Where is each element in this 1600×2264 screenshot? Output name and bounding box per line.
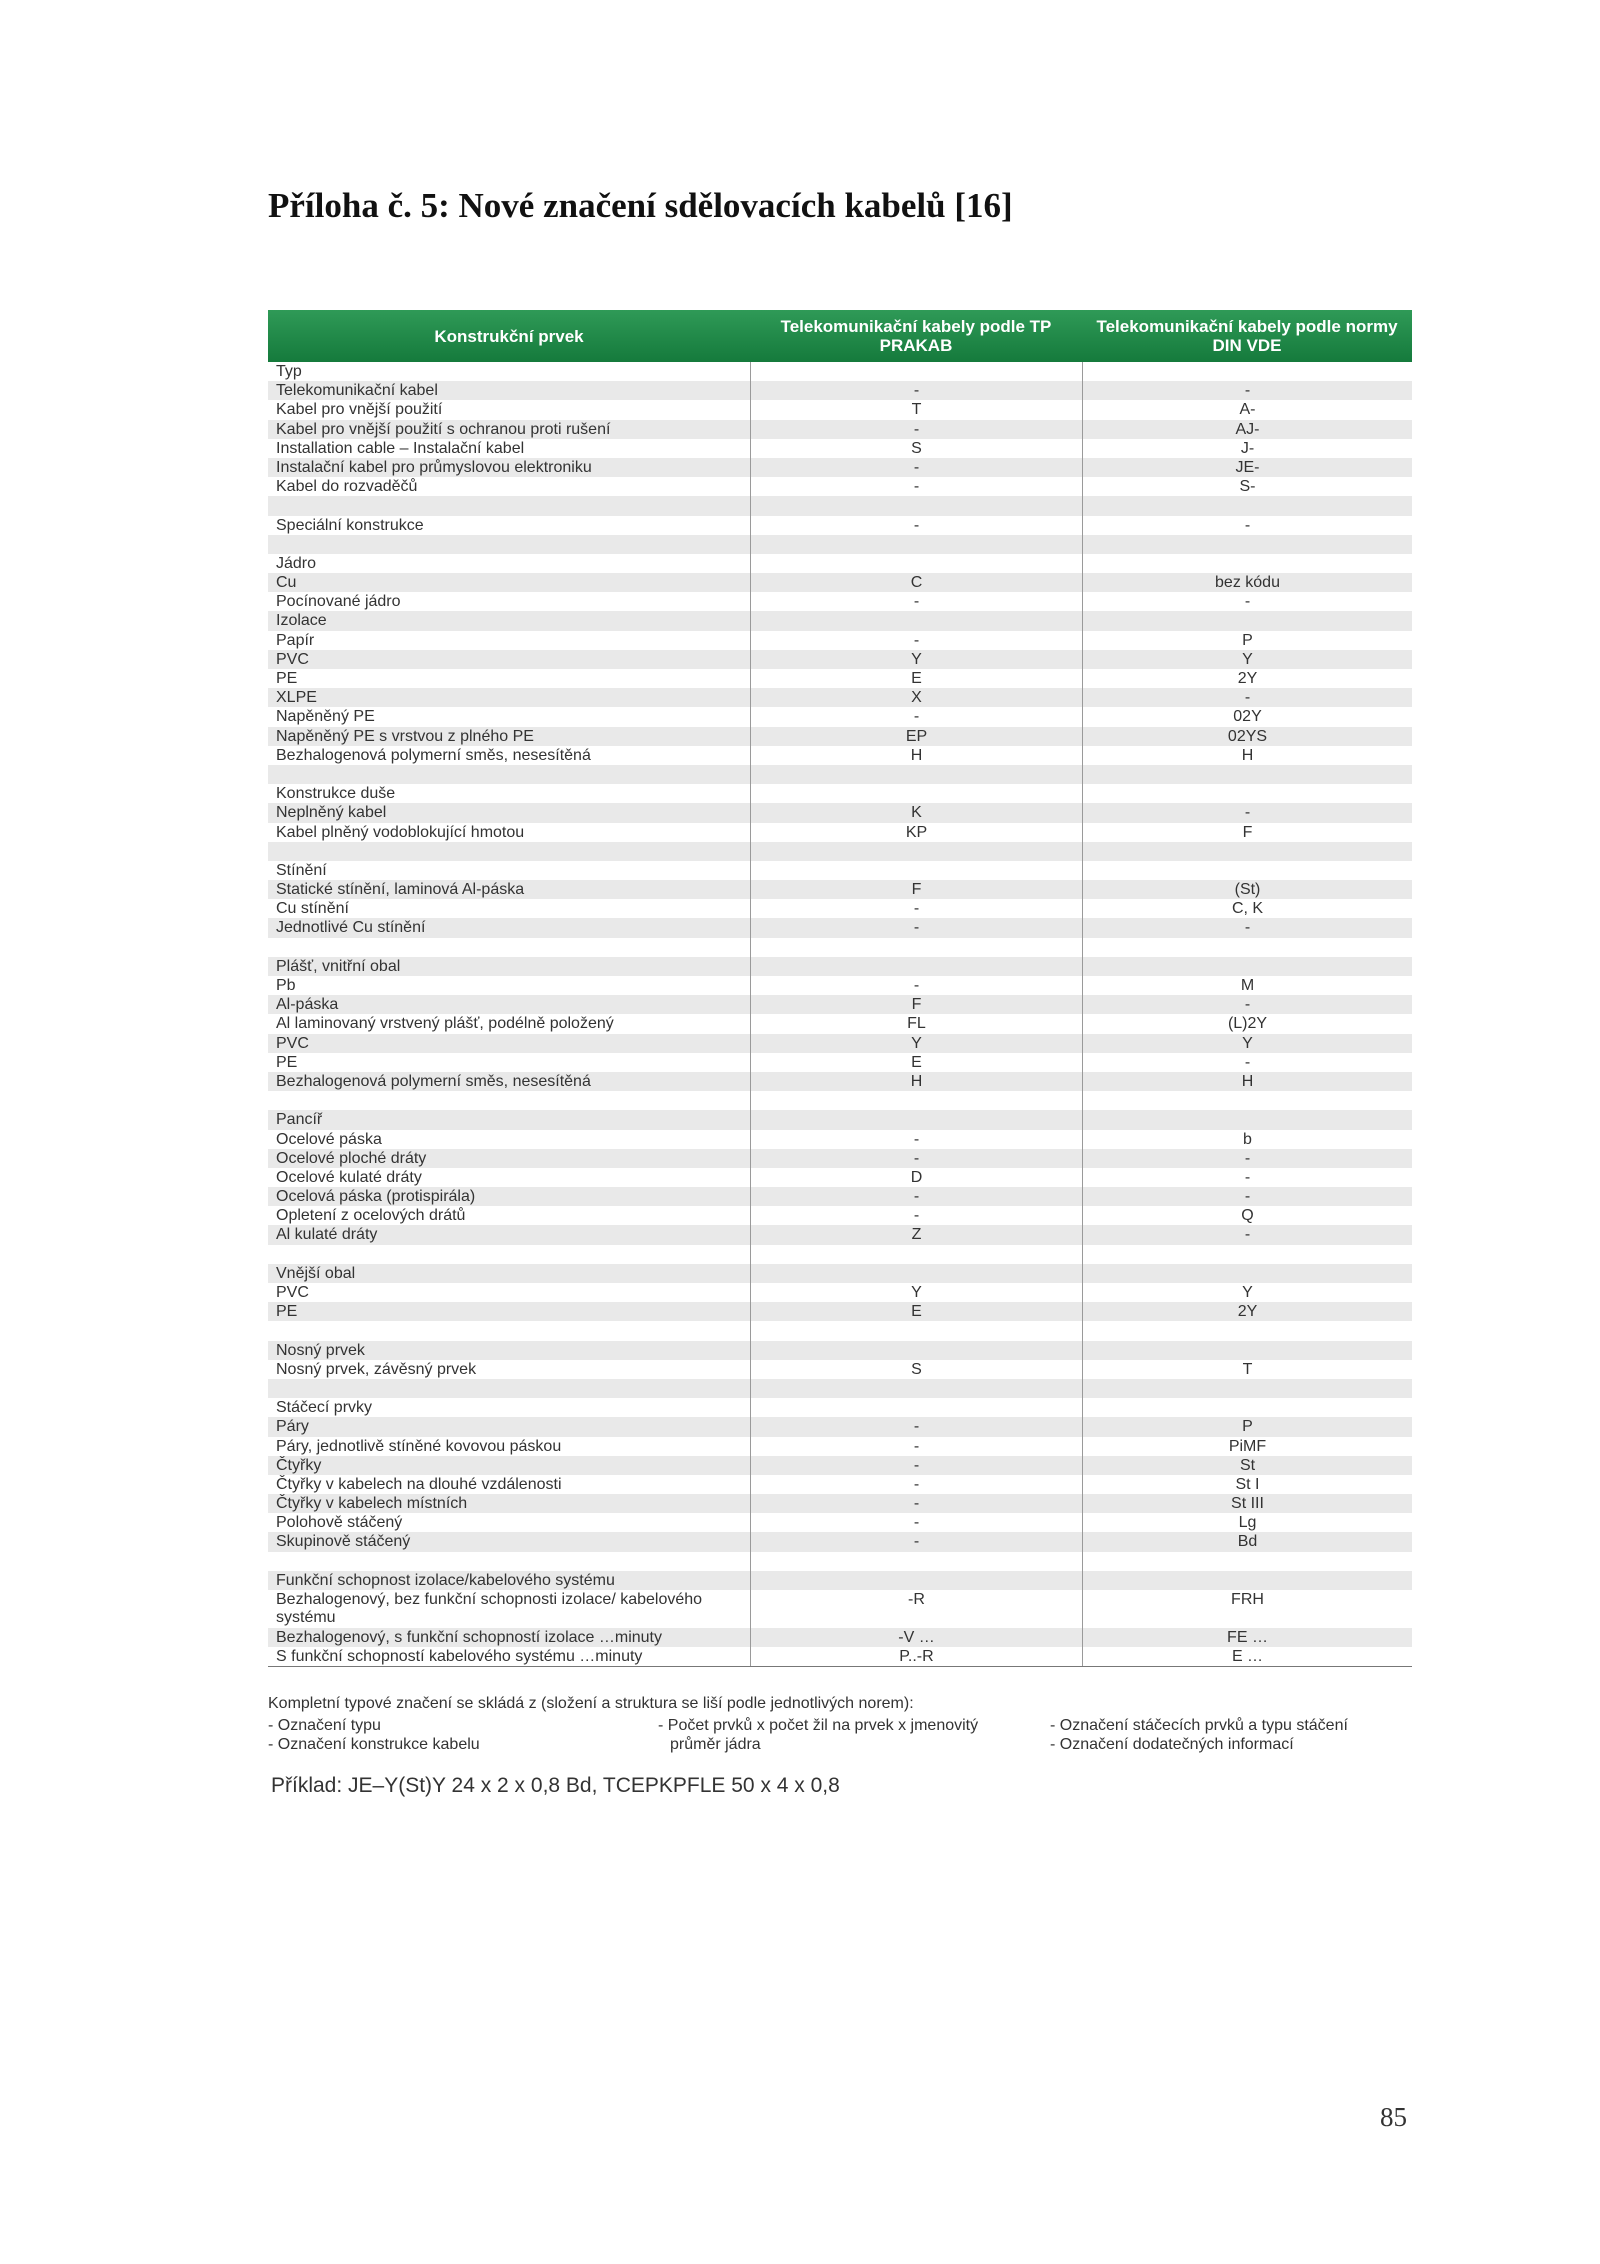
table-row <box>268 1456 1412 1475</box>
table-row <box>268 650 1412 669</box>
row-din-vde-code <box>1082 1321 1412 1340</box>
row-tp-prakab-code: - <box>750 458 1082 477</box>
row-din-vde-code: - <box>1082 1149 1412 1168</box>
row-tp-prakab-code: Z <box>750 1225 1082 1244</box>
row-label: Nosný prvek, závěsný prvek <box>276 1360 477 1378</box>
row-label: Kabel plněný vodoblokující hmotou <box>276 823 525 841</box>
row-din-vde-code <box>1082 611 1412 630</box>
table-row <box>268 1590 1412 1628</box>
table-row <box>268 1283 1412 1302</box>
table-row <box>268 1034 1412 1053</box>
table-body <box>268 362 1412 1667</box>
row-label: Al laminovaný vrstvený plášť, podélně položený <box>276 1015 614 1033</box>
table-row <box>268 976 1412 995</box>
row-tp-prakab-code <box>750 861 1082 880</box>
row-tp-prakab-code <box>750 1321 1082 1340</box>
row-tp-prakab-code: -V … <box>750 1628 1082 1647</box>
row-din-vde-code <box>1082 1552 1412 1571</box>
row-din-vde-code: - <box>1082 688 1412 707</box>
row-label: PE <box>276 1053 298 1071</box>
row-label: Skupinově stáčený <box>276 1533 411 1551</box>
row-label <box>268 938 750 957</box>
table-row <box>268 1647 1412 1666</box>
table-row <box>268 420 1412 439</box>
row-tp-prakab-code: - <box>750 1437 1082 1456</box>
row-label: Čtyřky v kabelech na dlouhé vzdálenosti <box>276 1475 562 1493</box>
row-din-vde-code: - <box>1082 1168 1412 1187</box>
row-tp-prakab-code: - <box>750 1149 1082 1168</box>
row-din-vde-code: - <box>1082 592 1412 611</box>
row-din-vde-code <box>1082 1264 1412 1283</box>
table-row <box>268 400 1412 419</box>
row-label: Ocelové ploché dráty <box>276 1149 427 1167</box>
table-row <box>268 1053 1412 1072</box>
table-row <box>268 1628 1412 1647</box>
row-din-vde-code: S- <box>1082 477 1412 496</box>
table-row <box>268 669 1412 688</box>
table-row <box>268 765 1412 784</box>
row-din-vde-code: b <box>1082 1130 1412 1149</box>
row-din-vde-code: - <box>1082 1187 1412 1206</box>
row-label: Napěněný PE <box>276 708 375 726</box>
row-label: Páry, jednotlivě stíněné kovovou páskou <box>276 1437 562 1455</box>
table-row <box>268 1091 1412 1110</box>
table-row <box>268 477 1412 496</box>
row-din-vde-code: Bd <box>1082 1532 1412 1551</box>
row-din-vde-code <box>1082 1571 1412 1590</box>
row-tp-prakab-code: -R <box>750 1590 1082 1628</box>
row-tp-prakab-code: F <box>750 880 1082 899</box>
row-tp-prakab-code: T <box>750 400 1082 419</box>
table-row <box>268 1571 1412 1590</box>
row-label: Ocelové páska <box>276 1130 382 1148</box>
table-row <box>268 1398 1412 1417</box>
row-din-vde-code: - <box>1082 918 1412 937</box>
table-row <box>268 727 1412 746</box>
row-label: Pocínované jádro <box>276 593 401 611</box>
row-tp-prakab-code <box>750 1379 1082 1398</box>
row-tp-prakab-code: X <box>750 688 1082 707</box>
row-tp-prakab-code: FL <box>750 1014 1082 1033</box>
row-label: Neplněný kabel <box>276 804 387 822</box>
row-label <box>268 1552 750 1571</box>
row-tp-prakab-code: K <box>750 803 1082 822</box>
row-label: Opletení z ocelových drátů <box>276 1207 466 1225</box>
row-label: Statické stínění, laminová Al-páska <box>276 881 525 899</box>
row-din-vde-code <box>1082 938 1412 957</box>
table-row <box>268 1149 1412 1168</box>
row-din-vde-code: T <box>1082 1360 1412 1379</box>
row-label: Nosný prvek <box>276 1341 365 1359</box>
row-label <box>268 842 750 861</box>
row-din-vde-code <box>1082 496 1412 515</box>
row-label: Čtyřky <box>276 1456 322 1474</box>
row-din-vde-code: E … <box>1082 1647 1412 1666</box>
row-tp-prakab-code: S <box>750 439 1082 458</box>
row-din-vde-code: - <box>1082 803 1412 822</box>
row-tp-prakab-code: D <box>750 1168 1082 1187</box>
note-line: - Označení dodatečných informací <box>1050 1736 1294 1753</box>
table-row <box>268 746 1412 765</box>
note-line: - Označení stáčecích prvků a typu stáčení <box>1050 1717 1348 1734</box>
table-row <box>268 1417 1412 1436</box>
row-tp-prakab-code: - <box>750 1494 1082 1513</box>
row-tp-prakab-code: H <box>750 746 1082 765</box>
row-tp-prakab-code: - <box>750 381 1082 400</box>
row-tp-prakab-code: - <box>750 477 1082 496</box>
table-row <box>268 592 1412 611</box>
row-tp-prakab-code <box>750 938 1082 957</box>
row-tp-prakab-code: P..-R <box>750 1647 1082 1666</box>
table-row <box>268 573 1412 592</box>
row-label <box>268 535 750 554</box>
row-din-vde-code <box>1082 554 1412 573</box>
row-label: Konstrukce duše <box>276 785 396 803</box>
row-label: Vnější obal <box>276 1264 356 1282</box>
table-row <box>268 1321 1412 1340</box>
table-row <box>268 1187 1412 1206</box>
row-din-vde-code: - <box>1082 381 1412 400</box>
row-din-vde-code: Lg <box>1082 1513 1412 1532</box>
row-label: Bezhalogenová polymerní směs, nesesítěná <box>276 746 591 764</box>
table-row <box>268 1379 1412 1398</box>
table-row <box>268 1110 1412 1129</box>
table-row <box>268 918 1412 937</box>
table-row <box>268 1552 1412 1571</box>
page-title: Příloha č. 5: Nové značení sdělovacích kabelů [16] <box>268 186 1013 225</box>
row-tp-prakab-code: - <box>750 707 1082 726</box>
row-din-vde-code: Y <box>1082 650 1412 669</box>
row-label: Čtyřky v kabelech místních <box>276 1495 468 1513</box>
table-row <box>268 1168 1412 1187</box>
row-din-vde-code: Y <box>1082 1034 1412 1053</box>
table-row <box>268 880 1412 899</box>
row-label: Izolace <box>276 612 327 630</box>
row-label: Jádro <box>276 554 317 572</box>
example-text: Příklad: JE–Y(St)Y 24 x 2 x 0,8 Bd, TCEPKPFLE 50 x 4 x 0,8 <box>271 1774 840 1797</box>
row-din-vde-code: FRH <box>1082 1590 1412 1628</box>
row-tp-prakab-code: - <box>750 1513 1082 1532</box>
row-label: Napěněný PE s vrstvou z plného PE <box>276 727 534 745</box>
row-din-vde-code <box>1082 784 1412 803</box>
row-din-vde-code: JE- <box>1082 458 1412 477</box>
row-din-vde-code: PiMF <box>1082 1437 1412 1456</box>
row-din-vde-code: St III <box>1082 1494 1412 1513</box>
row-tp-prakab-code <box>750 611 1082 630</box>
row-label: PVC <box>276 1284 309 1301</box>
table-row <box>268 803 1412 822</box>
header-tp-prakab: Telekomunikační kabely podle TP PRAKAB <box>780 317 1052 355</box>
row-din-vde-code <box>1082 1245 1412 1264</box>
row-din-vde-code <box>1082 957 1412 976</box>
table-row <box>268 938 1412 957</box>
row-label <box>268 765 750 784</box>
table-row <box>268 1072 1412 1091</box>
row-din-vde-code: H <box>1082 746 1412 765</box>
row-din-vde-code: A- <box>1082 400 1412 419</box>
page-number: 85 <box>1380 2102 1407 2132</box>
row-label: Páry <box>276 1418 309 1436</box>
row-tp-prakab-code: - <box>750 976 1082 995</box>
table-row <box>268 842 1412 861</box>
row-label: Al kulaté dráty <box>276 1226 378 1244</box>
row-label: XLPE <box>276 689 317 707</box>
row-din-vde-code: Y <box>1082 1283 1412 1302</box>
row-din-vde-code <box>1082 1398 1412 1417</box>
row-label <box>268 1379 750 1398</box>
row-label: Ocelová páska (protispirála) <box>276 1188 476 1206</box>
row-tp-prakab-code: - <box>750 1475 1082 1494</box>
header-din-vde: Telekomunikační kabely podle normy DIN VDE <box>1096 317 1398 355</box>
table-row <box>268 1360 1412 1379</box>
row-din-vde-code <box>1082 1379 1412 1398</box>
row-tp-prakab-code: - <box>750 1130 1082 1149</box>
table-row <box>268 496 1412 515</box>
table-header <box>268 310 1412 362</box>
table-row <box>268 1341 1412 1360</box>
row-din-vde-code <box>1082 765 1412 784</box>
table-row <box>268 995 1412 1014</box>
row-label: PE <box>276 670 298 687</box>
row-tp-prakab-code <box>750 1341 1082 1360</box>
row-label: PVC <box>276 1034 309 1052</box>
row-label: Cu <box>276 574 297 592</box>
row-din-vde-code: FE … <box>1082 1628 1412 1647</box>
row-label: Typ <box>276 363 302 380</box>
row-din-vde-code <box>1082 535 1412 554</box>
row-label: Polohově stáčený <box>276 1514 403 1532</box>
row-din-vde-code: bez kódu <box>1082 573 1412 592</box>
row-tp-prakab-code <box>750 765 1082 784</box>
row-label: Pb <box>276 977 296 994</box>
table-row <box>268 784 1412 803</box>
table-row <box>268 535 1412 554</box>
table-row <box>268 554 1412 573</box>
row-din-vde-code: J- <box>1082 439 1412 458</box>
row-tp-prakab-code: - <box>750 918 1082 937</box>
row-tp-prakab-code: EP <box>750 727 1082 746</box>
row-din-vde-code <box>1082 1091 1412 1110</box>
table-row <box>268 1245 1412 1264</box>
row-din-vde-code: (L)2Y <box>1082 1014 1412 1033</box>
row-din-vde-code: AJ- <box>1082 420 1412 439</box>
row-label: Papír <box>276 631 315 649</box>
row-label: Stáčecí prvky <box>276 1399 373 1417</box>
notes-column-2 <box>658 1716 1050 1754</box>
row-tp-prakab-code: F <box>750 995 1082 1014</box>
table-row <box>268 861 1412 880</box>
row-tp-prakab-code <box>750 1245 1082 1264</box>
row-din-vde-code: - <box>1082 516 1412 535</box>
table-row <box>268 381 1412 400</box>
row-tp-prakab-code: E <box>750 669 1082 688</box>
table-row <box>268 707 1412 726</box>
notes-column-3 <box>1050 1716 1348 1754</box>
row-tp-prakab-code: - <box>750 1417 1082 1436</box>
row-label: Bezhalogenová polymerní směs, nesesítěná <box>276 1072 591 1090</box>
row-label: Installation cable – Instalační kabel <box>276 439 525 457</box>
row-din-vde-code: (St) <box>1082 880 1412 899</box>
row-tp-prakab-code <box>750 957 1082 976</box>
row-label: Instalační kabel pro průmyslovou elektroniku <box>276 458 592 476</box>
row-tp-prakab-code: - <box>750 1206 1082 1225</box>
row-tp-prakab-code: C <box>750 573 1082 592</box>
table-row <box>268 899 1412 918</box>
row-din-vde-code: P <box>1082 631 1412 650</box>
row-label: Stínění <box>276 861 327 879</box>
row-tp-prakab-code <box>750 1571 1082 1590</box>
row-tp-prakab-code <box>750 1398 1082 1417</box>
row-tp-prakab-code: - <box>750 1187 1082 1206</box>
table-row <box>268 1437 1412 1456</box>
row-label: Funkční schopnost izolace/kabelového systému <box>276 1571 615 1589</box>
table-row <box>268 1014 1412 1033</box>
row-din-vde-code: St <box>1082 1456 1412 1475</box>
row-label: Kabel pro vnější použití <box>276 401 443 419</box>
row-tp-prakab-code: - <box>750 1532 1082 1551</box>
row-tp-prakab-code <box>750 784 1082 803</box>
row-label: Bezhalogenový, s funkční schopností izolace …minuty <box>276 1629 662 1646</box>
row-din-vde-code: C, K <box>1082 899 1412 918</box>
table-row <box>268 1225 1412 1244</box>
row-label: S funkční schopností kabelového systému …minuty <box>276 1648 643 1666</box>
row-din-vde-code: 2Y <box>1082 669 1412 688</box>
row-label: Pancíř <box>276 1111 323 1129</box>
note-line: - Označení konstrukce kabelu <box>268 1736 480 1753</box>
row-label <box>268 1091 750 1110</box>
row-din-vde-code: H <box>1082 1072 1412 1091</box>
note-line: průměr jádra <box>670 1736 761 1753</box>
row-tp-prakab-code: Y <box>750 1283 1082 1302</box>
note-line: - Označení typu <box>268 1717 381 1734</box>
table-row <box>268 1130 1412 1149</box>
table-row <box>268 823 1412 842</box>
row-din-vde-code <box>1082 1110 1412 1129</box>
table-row <box>268 631 1412 650</box>
table-row <box>268 516 1412 535</box>
header-construction-element: Konstrukční prvek <box>434 326 584 346</box>
row-tp-prakab-code <box>750 1091 1082 1110</box>
row-tp-prakab-code <box>750 535 1082 554</box>
row-din-vde-code <box>1082 362 1412 381</box>
row-label <box>268 1321 750 1340</box>
row-din-vde-code: 2Y <box>1082 1302 1412 1321</box>
row-tp-prakab-code <box>750 1110 1082 1129</box>
table-row <box>268 611 1412 630</box>
table-row <box>268 1513 1412 1532</box>
notes <box>268 1694 1428 1754</box>
row-label: Kabel do rozvaděčů <box>276 478 418 496</box>
row-din-vde-code: 02YS <box>1082 727 1412 746</box>
row-din-vde-code: M <box>1082 976 1412 995</box>
table-row <box>268 458 1412 477</box>
row-tp-prakab-code: - <box>750 592 1082 611</box>
row-din-vde-code: P <box>1082 1417 1412 1436</box>
notes-columns <box>268 1716 1428 1754</box>
row-tp-prakab-code: - <box>750 420 1082 439</box>
row-label: PVC <box>276 650 309 668</box>
row-label: Speciální konstrukce <box>276 516 424 534</box>
notes-intro: Kompletní typové značení se skládá z (složení a struktura se liší podle jednotlivých norem): <box>268 1695 914 1712</box>
table-row <box>268 688 1412 707</box>
row-label: Cu stínění <box>276 900 349 918</box>
table-row <box>268 1264 1412 1283</box>
notes-column-1 <box>268 1716 658 1754</box>
row-din-vde-code: St I <box>1082 1475 1412 1494</box>
row-tp-prakab-code: S <box>750 1360 1082 1379</box>
row-tp-prakab-code <box>750 362 1082 381</box>
row-din-vde-code: - <box>1082 1053 1412 1072</box>
row-tp-prakab-code: - <box>750 631 1082 650</box>
table-row <box>268 362 1412 381</box>
row-tp-prakab-code <box>750 554 1082 573</box>
row-label: Bezhalogenový, bez funkční schopnosti izolace/ kabelového systému <box>276 1591 703 1626</box>
row-label: Al-páska <box>276 996 339 1014</box>
row-din-vde-code <box>1082 1341 1412 1360</box>
row-din-vde-code: F <box>1082 823 1412 842</box>
row-tp-prakab-code <box>750 1552 1082 1571</box>
row-label <box>268 496 750 515</box>
table-row <box>268 957 1412 976</box>
row-label: Kabel pro vnější použití s ochranou proti rušení <box>276 420 611 438</box>
row-tp-prakab-code: Y <box>750 1034 1082 1053</box>
row-label: Ocelové kulaté dráty <box>276 1168 422 1186</box>
table-row <box>268 439 1412 458</box>
table-row <box>268 1206 1412 1225</box>
row-tp-prakab-code <box>750 496 1082 515</box>
row-din-vde-code: - <box>1082 1225 1412 1244</box>
row-tp-prakab-code <box>750 842 1082 861</box>
row-label <box>268 1245 750 1264</box>
table-row <box>268 1475 1412 1494</box>
table-row <box>268 1302 1412 1321</box>
row-tp-prakab-code: KP <box>750 823 1082 842</box>
row-tp-prakab-code <box>750 1264 1082 1283</box>
row-tp-prakab-code: E <box>750 1053 1082 1072</box>
row-tp-prakab-code: H <box>750 1072 1082 1091</box>
row-label: Plášť, vnitřní obal <box>276 957 401 975</box>
row-tp-prakab-code: Y <box>750 650 1082 669</box>
row-din-vde-code: - <box>1082 995 1412 1014</box>
row-din-vde-code: Q <box>1082 1206 1412 1225</box>
table-row <box>268 1494 1412 1513</box>
row-label: Jednotlivé Cu stínění <box>276 919 426 937</box>
row-tp-prakab-code: - <box>750 516 1082 535</box>
cable-marking-table <box>268 310 1412 1667</box>
row-tp-prakab-code: - <box>750 1456 1082 1475</box>
note-line: - Počet prvků x počet žil na prvek x jmenovitý <box>658 1717 979 1734</box>
row-tp-prakab-code: E <box>750 1302 1082 1321</box>
row-tp-prakab-code: - <box>750 899 1082 918</box>
table-row <box>268 1532 1412 1551</box>
row-din-vde-code <box>1082 861 1412 880</box>
row-label: PE <box>276 1303 298 1321</box>
row-din-vde-code: 02Y <box>1082 707 1412 726</box>
row-din-vde-code <box>1082 842 1412 861</box>
row-label: Telekomunikační kabel <box>276 382 438 400</box>
